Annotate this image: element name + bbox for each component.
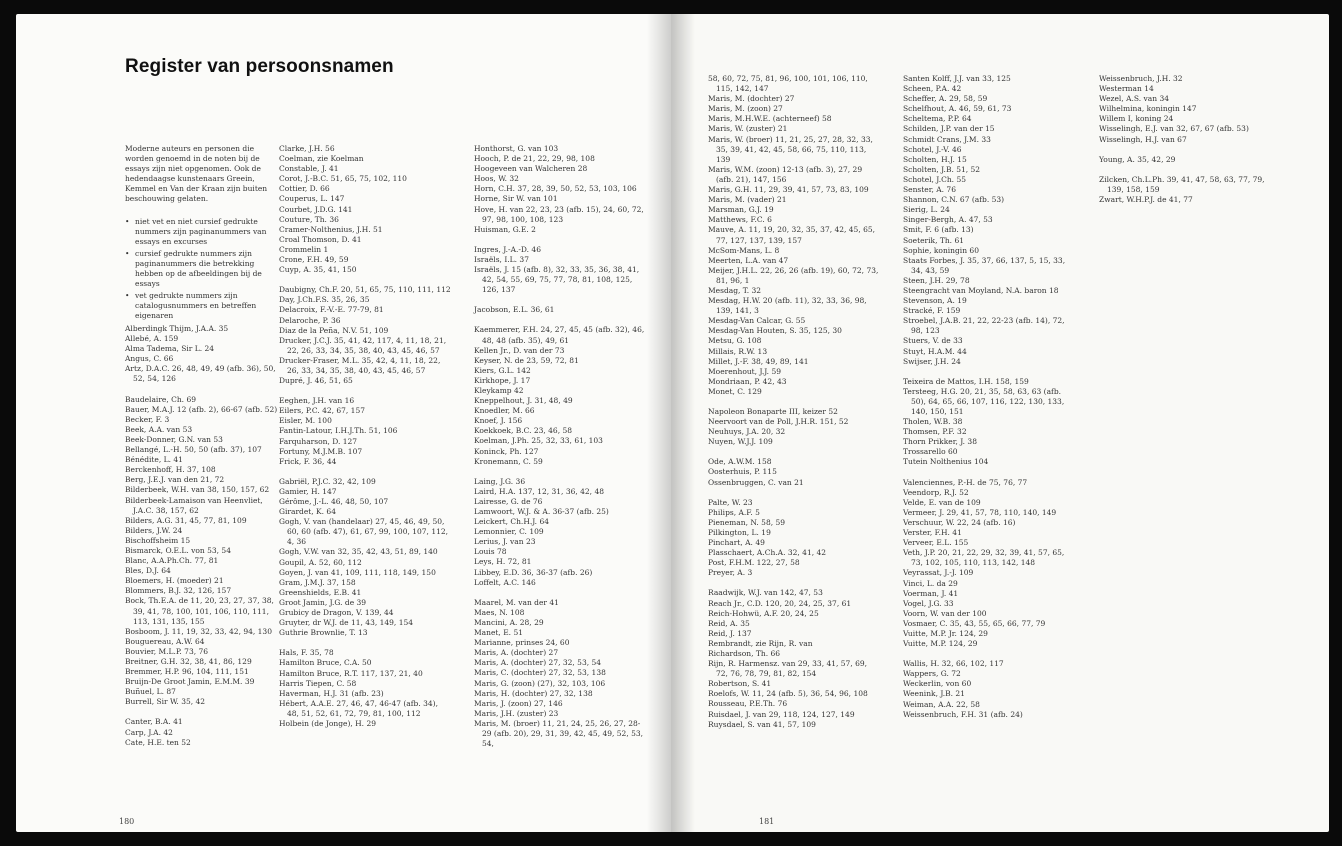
index-entry: Weckerlin, von 60: [903, 679, 972, 689]
index-entry: Zwart, W.H.P.J. de 41, 77: [1099, 194, 1193, 204]
index-entry: Allebé, A. 159: [125, 334, 179, 344]
index-entry: Gogh, V.W. van 32, 35, 42, 43, 51, 89, 140: [279, 547, 438, 557]
index-entry: Shannon, C.N. 67 (afb. 53): [903, 195, 1005, 205]
index-entry: Santen Kolff, J.J. van 33, 125: [903, 74, 1011, 83]
index-entry: Canter, B.A. 41: [125, 717, 183, 727]
index-entry: Preyer, A. 3: [708, 568, 753, 578]
index-entry: Gabriël, P.J.C. 32, 42, 109: [279, 476, 376, 486]
index-entry: Angus, C. 66: [125, 354, 174, 364]
index-entry: Loffelt, A.C. 146: [474, 577, 536, 587]
index-entry: Millet, J.-F. 38, 49, 89, 141: [708, 356, 809, 366]
left-page: [16, 14, 671, 832]
index-entry: Tutein Nolthenius 104: [903, 457, 989, 467]
index-entry: Schmidt Crans, J.M. 33: [903, 134, 991, 144]
left-gutter-shadow: [647, 14, 671, 832]
index-section-gap: [474, 315, 646, 325]
index-entry: Willem I, koning 24: [1099, 114, 1174, 124]
index-entry: Couperus, L. 147: [279, 194, 345, 204]
index-entry: Voorn, W. van der 100: [903, 608, 987, 618]
index-entry: Vuitte, M.P. Jr. 124, 29: [903, 628, 988, 638]
index-entry: Pilkington, L. 19: [708, 527, 771, 537]
index-entry: Groot Jamin, J.G. de 39: [279, 597, 367, 607]
index-entry: McSom-Mans, L. 8: [708, 245, 780, 255]
index-entry: Gram, J.M.J. 37, 158: [279, 577, 356, 587]
index-entry: Bloemers, H. (moeder) 21: [125, 576, 224, 586]
index-entry: Maris, M. (vader) 21: [708, 195, 787, 205]
index-entry: Constable, J. 41: [279, 164, 339, 174]
index-entry: Moerenhout, J.J. 59: [708, 366, 781, 376]
index-section-gap: [474, 235, 646, 245]
index-entry: Hove, H. van 22, 23, 23 (afb. 15), 24, 60, 72, 97, 98, 100, 108, 123: [474, 204, 644, 224]
index-entry: Carp, J.A. 42: [125, 727, 173, 737]
index-entry: Harris Tiepen, C. 58: [279, 678, 357, 688]
index-entry: Singer-Bergh, A. 47, 53: [903, 215, 993, 225]
index-entry: Stuers, V. de 33: [903, 336, 963, 346]
index-entry: Bismarck, O.E.L. von 53, 54: [125, 545, 231, 555]
index-entry: Scholten, J.B. 51, 52: [903, 164, 981, 174]
index-entry: Schelfhout, A. 46, 59, 61, 73: [903, 104, 1012, 114]
index-entry: Neervoort van de Poll, J.H.R. 151, 52: [708, 417, 849, 427]
index-column-5: [903, 74, 1075, 720]
index-entry: Plasschaert, A.Ch.A. 32, 41, 42: [708, 548, 827, 558]
index-entry: Scheltema, P.P. 64: [903, 114, 972, 124]
index-section-gap: [1099, 145, 1271, 155]
index-entry: Maris, M. (zoon) 27: [708, 104, 783, 114]
right-gutter-shadow: [671, 14, 695, 832]
index-entry: Marsman, G.J. 19: [708, 205, 774, 215]
index-entry: Keyser, N. de 23, 59, 72, 81: [474, 355, 579, 365]
index-entry: Ruisdael, J. van 29, 118, 124, 127, 149: [708, 709, 855, 719]
index-entry: Palte, W. 23: [708, 497, 753, 507]
index-entry: Soeterik, Th. 61: [903, 235, 964, 245]
index-entry: Mondriaan, P. 42, 43: [708, 376, 787, 386]
index-entry: Coelman, zie Koelman: [279, 154, 364, 164]
index-entry: Verschuur, W. 22, 24 (afb. 16): [903, 517, 1016, 527]
index-section-gap: [474, 588, 646, 598]
index-entry: Steengracht van Moyland, N.A. baron 18: [903, 285, 1059, 295]
index-entry: Bock, Th.E.A. de 11, 20, 23, 27, 37, 38, 39, 41, 78, 100, 101, 106, 110, 111, 113, 131, 135, 155: [125, 596, 274, 626]
page-title: Register van persoonsnamen: [125, 56, 394, 77]
index-entry: Hoogeveen van Walcheren 28: [474, 164, 588, 174]
index-entry: Stevenson, A. 19: [903, 296, 967, 306]
page-number-right: 181: [759, 817, 775, 826]
index-entry: Kaemmerer, F.H. 24, 27, 45, 45 (afb. 32), 46, 48, 48 (afb. 35), 49, 61: [474, 325, 645, 345]
index-entry: Breitner, G.H. 32, 38, 41, 86, 129: [125, 657, 252, 666]
index-entry: Napoleon Bonaparte III, keizer 52: [708, 407, 838, 416]
index-entry: Corot, J.-B.C. 51, 65, 75, 102, 110: [279, 174, 407, 184]
index-entry: Monet, C. 129: [708, 386, 762, 396]
index-entry: Thorn Prikker, J. 38: [903, 437, 977, 447]
index-entry: Alma Tadema, Sir L. 24: [125, 344, 215, 354]
index-entry: Crone, F.H. 49, 59: [279, 255, 349, 265]
index-entry: Dupré, J. 46, 51, 65: [279, 376, 353, 386]
right-page: [671, 14, 1329, 832]
index-entry: Bischoffsheim 15: [125, 535, 191, 545]
index-entry: Sophie, koningin 60: [903, 245, 979, 255]
index-entry: Maris, G. (zoon) (27), 32, 103, 106: [474, 678, 606, 688]
index-entry: Maes, N. 108: [474, 607, 525, 617]
index-section-gap: [903, 649, 1075, 659]
index-entry: Verveer, E.L. 155: [903, 538, 969, 548]
index-entry: Berg, J.E.J. van den 21, 72: [125, 475, 225, 485]
index-entry: Horn, C.H. 37, 28, 39, 50, 52, 53, 103, 106: [474, 184, 637, 194]
index-entry: Jacobson, E.L. 36, 61: [474, 305, 555, 315]
index-section-gap: [708, 488, 880, 498]
index-entry: Senster, A. 76: [903, 185, 956, 195]
index-entry: Baudelaire, Ch. 69: [125, 394, 196, 404]
index-entry: Verster, F.H. 41: [903, 528, 962, 538]
index-entry: Buñuel, L. 87: [125, 687, 176, 697]
index-entry: Louis 78: [474, 547, 507, 557]
index-entry: Israëls, I.L. 37: [474, 254, 529, 264]
index-entry: Delacroix, F.-V.-E. 77-79, 81: [279, 305, 384, 315]
index-entry: Day, J.Ch.F.S. 35, 26, 35: [279, 295, 370, 305]
index-entry: Maris, W.M. (zoon) 12-13 (afb. 3), 27, 29 (afb. 21), 147, 156: [708, 164, 863, 184]
index-entry: Kronemann, C. 59: [474, 456, 543, 466]
index-entry: Leickert, Ch.H.J. 64: [474, 517, 549, 527]
index-entry: Maris, J.H. (zuster) 23: [474, 708, 559, 718]
index-entry: Bénédite, L. 41: [125, 455, 183, 465]
index-entry: Trossarello 60: [903, 447, 958, 457]
intro-notes: [125, 217, 277, 322]
index-entry: Frick, F. 36, 44: [279, 456, 337, 466]
index-entry: Millais, R.W. 13: [708, 346, 768, 356]
index-entry: Wisselingh, H.J. van 67: [1099, 134, 1187, 144]
index-entry: Fantin-Latour, I.H.J.Th. 51, 106: [279, 426, 398, 436]
index-entry: Reid, A. 35: [708, 618, 750, 628]
index-entry: Greenshields, E.B. 41: [279, 587, 362, 597]
index-entry: Metsu, G. 108: [708, 336, 762, 346]
index-entry: Laird, H.A. 137, 12, 31, 36, 42, 48: [474, 486, 604, 496]
index-section-gap: [474, 467, 646, 477]
index-entry: Hamilton Bruce, R.T. 117, 137, 21, 40: [279, 668, 423, 678]
index-section-gap: [708, 397, 880, 407]
index-entry: Voerman, J. 41: [903, 588, 959, 598]
index-entry: Mesdag, H.W. 20 (afb. 11), 32, 33, 36, 98, 139, 141, 3: [708, 296, 867, 316]
index-entry: Eilers, P.C. 42, 67, 157: [279, 406, 366, 416]
index-entry: Honthorst, G. van 103: [474, 144, 559, 153]
index-entry: Becker, F. 3: [125, 414, 170, 424]
index-entry: Gérôme, J.-L. 46, 48, 50, 107: [279, 497, 389, 506]
index-entry: Hamilton Bruce, C.A. 50: [279, 658, 372, 668]
index-entry: Weiman, A.A. 22, 58: [903, 699, 980, 709]
index-entry: Raadwijk, W.J. van 142, 47, 53: [708, 588, 823, 598]
index-entry: Veendorp, R.J. 52: [903, 487, 969, 497]
index-entry: Daubigny, Ch.F. 20, 51, 65, 75, 110, 111, 112: [279, 285, 451, 295]
index-entry: Delaroche, P. 36: [279, 315, 341, 325]
index-entry: Manet, E. 51: [474, 628, 523, 638]
index-entry: Rembrandt, zie Rijn, R. van: [708, 638, 813, 648]
index-section-gap: [125, 385, 283, 395]
index-entry: Wilhelmina, koningin 147: [1099, 104, 1197, 114]
index-entry: Velde, E. van de 109: [903, 497, 981, 507]
index-entry: Maris, W. (zuster) 21: [708, 124, 788, 134]
index-entry: Kneppelhout, J. 31, 48, 49: [474, 396, 573, 406]
index-entry: Bilderbeek-Lamaison van Heenvliet, J.A.C. 38, 157, 62: [125, 495, 263, 515]
index-entry: Weissenbruch, F.H. 31 (afb. 24): [903, 709, 1023, 719]
index-entry: Tersteeg, H.G. 20, 21, 35, 58, 63, 63 (afb. 50), 64, 65, 66, 107, 116, 122, 130, 133, 140, 150, 151: [903, 386, 1065, 416]
index-entry: Lamwoort, W.J. & A. 36-37 (afb. 25): [474, 507, 609, 516]
index-entry: Leys, H. 72, 81: [474, 557, 532, 567]
index-entry: Swijser, J.H. 24: [903, 356, 961, 366]
index-entry: Steen, J.H. 29, 78: [903, 275, 970, 285]
index-entry: Westerman 14: [1099, 84, 1154, 94]
index-entry: Gogh, V. van (handelaar) 27, 45, 46, 49, 50, 60, 60 (afb. 47), 61, 67, 99, 100, 107, 112, 4, 36: [279, 517, 449, 547]
index-entry: Veyrassat, J.-J. 109: [903, 568, 974, 578]
index-entry: Maris, M. (broer) 11, 21, 24, 25, 26, 27, 28-29 (afb. 20), 29, 31, 39, 42, 45, 49, 52, 53, 54,: [474, 718, 644, 749]
index-entry: Scholten, H.J. 15: [903, 154, 967, 164]
index-entry: Beek, A.A. van 53: [125, 424, 193, 434]
index-entry: Stracké, F. 159: [903, 306, 961, 316]
index-entry: Crommelin 1: [279, 244, 329, 254]
index-entry: Koninck, Ph. 127: [474, 446, 539, 456]
index-section-gap: [1099, 165, 1271, 175]
index-entry: Valenciennes, P.-H. de 75, 76, 77: [903, 477, 1028, 487]
index-entry: Grubicy de Dragon, V. 139, 44: [279, 608, 394, 618]
index-column-4: [708, 74, 880, 730]
index-entry: Zilcken, Ch.L.Ph. 39, 41, 47, 58, 63, 77, 79, 139, 158, 159: [1099, 174, 1265, 194]
index-section-gap: [708, 578, 880, 588]
index-entry: Mesdag, T. 32: [708, 285, 762, 295]
index-entry: Maris, A. (dochter) 27: [474, 648, 559, 658]
index-entry: Stroebel, J.A.B. 21, 22, 22-23 (afb. 14), 72, 98, 123: [903, 316, 1065, 336]
index-entry: Goyen, J. van 41, 109, 111, 118, 149, 150: [279, 567, 436, 577]
index-entry: Wezel, A.S. van 34: [1099, 94, 1169, 104]
index-entry: Maris, C. (dochter) 27, 32, 53, 138: [474, 668, 606, 678]
index-section-gap: [279, 638, 451, 648]
index-entry: Bosboom, J. 11, 19, 32, 33, 42, 94, 130: [125, 626, 272, 636]
intro-note: • vet gedrukte nummers zijn catalogusnummers en betreffen eigenaren: [125, 291, 277, 321]
index-entry: Stuyt, H.A.M. 44: [903, 346, 967, 356]
index-entry: Bauer, M.A.J. 12 (afb. 2), 66-67 (afb. 52): [125, 404, 278, 414]
index-entry: Post, F.H.M. 122, 27, 58: [708, 558, 800, 568]
index-entry: Pinchart, A. 49: [708, 538, 765, 548]
index-entry: Blommers, B.J. 32, 126, 157: [125, 586, 232, 596]
index-entry: Laing, J.G. 36: [474, 476, 526, 486]
index-section-gap: [279, 275, 451, 285]
index-entry: Gamier, H. 147: [279, 486, 337, 496]
index-entry: Kiers, G.L. 142: [474, 365, 531, 375]
index-entry: Hooch, P. de 21, 22, 29, 98, 108: [474, 154, 595, 164]
index-entry: Haverman, H.J. 31 (afb. 23): [279, 688, 384, 698]
index-entry: Fortuny, M.J.M.B. 107: [279, 446, 363, 456]
index-entry: Matthews, F.C. 6: [708, 215, 772, 225]
index-entry: 58, 60, 72, 75, 81, 96, 100, 101, 106, 110, 115, 142, 147: [708, 74, 868, 94]
index-entry: Croal Thomson, D. 41: [279, 234, 362, 244]
index-entry: Lerius, J. van 23: [474, 537, 536, 547]
index-entry: Maris, G.H. 11, 29, 39, 41, 57, 73, 83, 109: [708, 185, 869, 195]
index-entry: Eeghen, J.H. van 16: [279, 396, 355, 406]
index-entry: Bilders, J.W. 24: [125, 525, 183, 535]
index-entry: Cuyp, A. 35, 41, 150: [279, 265, 357, 275]
index-entry: Clarke, J.H. 56: [279, 144, 335, 153]
index-entry: Mancini, A. 28, 29: [474, 617, 544, 627]
index-entry: Wisselingh, E.J. van 32, 67, 67 (afb. 53): [1099, 124, 1249, 134]
index-entry: Lemonnier, C. 109: [474, 527, 544, 537]
index-column-6: [1099, 74, 1271, 205]
index-section-gap: [279, 467, 451, 477]
index-entry: Farquharson, D. 127: [279, 436, 358, 446]
index-entry: Scheen, P.A. 42: [903, 84, 962, 94]
index-entry: Meijer, J.H.L. 22, 26, 26 (afb. 19), 60, 72, 73, 81, 96, 1: [708, 265, 879, 285]
index-entry: Nuyen, W.J.J. 109: [708, 437, 773, 447]
index-entry: Reid, J. 137: [708, 628, 752, 638]
index-entry: Roelofs, W. 11, 24 (afb. 5), 36, 54, 96, 108: [708, 689, 868, 699]
index-entry: Vogel, J.G. 33: [903, 598, 954, 608]
index-entry: Drucker-Fraser, M.L. 35, 42, 4, 11, 18, 22, 26, 33, 34, 35, 38, 40, 43, 45, 46, 57: [279, 355, 441, 375]
index-entry: Berckenhoff, H. 37, 108: [125, 465, 216, 475]
index-section-gap: [903, 367, 1075, 377]
index-entry: Ingres, J.-A.-D. 46: [474, 244, 541, 254]
index-entry: Horne, Sir W. van 101: [474, 194, 558, 204]
index-entry: Hals, F. 35, 78: [279, 648, 334, 658]
index-entry: Schotel, J.-V. 46: [903, 144, 962, 154]
index-entry: Blanc, A.A.Ph.Ch. 77, 81: [125, 556, 219, 566]
index-entry: Drucker, J.C.J. 35, 41, 42, 117, 4, 11, 18, 21, 22, 26, 33, 34, 35, 38, 40, 43, 45, 46, 57: [279, 335, 447, 355]
index-entry: Guthrie Brownlie, T. 13: [279, 628, 368, 638]
index-entry: Rijn, R. Harmensz. van 29, 33, 41, 57, 69, 72, 76, 78, 79, 81, 82, 154: [708, 659, 868, 679]
index-entry: Knoef, J. 156: [474, 416, 523, 426]
index-entry: Cottier, D. 66: [279, 184, 330, 194]
index-section-gap: [279, 386, 451, 396]
index-entry: Wallis, H. 32, 66, 102, 117: [903, 659, 1004, 669]
index-entry: Richardson, Th. 66: [708, 648, 781, 658]
index-section-gap: [474, 295, 646, 305]
index-entry: Bouguereau, A.W. 64: [125, 636, 205, 646]
index-entry: Bremmer, H.P. 96, 104, 111, 151: [125, 667, 249, 677]
index-entry: Maris, A. (dochter) 27, 32, 53, 54: [474, 658, 602, 668]
index-entry: Koekkoek, B.C. 23, 46, 58: [474, 426, 573, 436]
index-entry: Scheffer, A. 29, 58, 59: [903, 94, 988, 104]
index-section-gap: [125, 707, 283, 717]
index-entry: Knoedler, M. 66: [474, 406, 535, 416]
index-column-2: [279, 144, 451, 729]
index-entry: Maris, M.H.W.E. (achterneef) 58: [708, 114, 832, 124]
index-entry: Meerten, L.A. van 47: [708, 255, 789, 265]
index-entry: Vinci, L. da 29: [903, 578, 958, 588]
index-entry: Smit, F. 6 (afb. 13): [903, 225, 974, 235]
index-entry: Rousseau, P.E.Th. 76: [708, 699, 788, 709]
index-entry: Reich-Hohwü, A.F. 20, 24, 25: [708, 608, 819, 618]
index-entry: Maris, J. (zoon) 27, 146: [474, 698, 563, 708]
index-entry: Weissenbruch, J.H. 32: [1099, 74, 1183, 83]
index-entry: Eisler, M. 100: [279, 416, 332, 426]
index-section-gap: [708, 447, 880, 457]
index-entry: Mesdag-Van Houten, S. 35, 125, 30: [708, 326, 842, 336]
index-column-1: [125, 324, 283, 748]
index-entry: Huisman, G.E. 2: [474, 224, 536, 234]
index-entry: Robertson, S. 41: [708, 679, 772, 689]
index-entry: Koelman, J.Ph. 25, 32, 33, 61, 103: [474, 436, 603, 446]
index-entry: Vuitte, M.P. 124, 29: [903, 639, 978, 649]
index-entry: Bruijn-De Groot Jamin, E.M.M. 39: [125, 677, 255, 687]
index-entry: Maris, W. (broer) 11, 21, 25, 27, 28, 32, 33, 35, 39, 41, 42, 45, 58, 66, 75, 110, 113, 139: [708, 134, 873, 164]
index-entry: Philips, A.F. 5: [708, 507, 760, 517]
index-entry: Maris, M. (dochter) 27: [708, 94, 795, 104]
index-column-3: [474, 144, 646, 749]
page-number-left: 180: [119, 817, 135, 826]
index-entry: Teixeira de Mattos, I.H. 158, 159: [903, 376, 1029, 386]
index-entry: Tholen, W.B. 38: [903, 417, 963, 427]
index-entry: Bles, D.J. 64: [125, 566, 171, 576]
index-entry: Courbet, J.D.G. 141: [279, 204, 353, 214]
intro-paragraph: Moderne auteurs en personen die worden genoemd in de noten bij de essays zijn niet opgenomen. Ook de hedendaagse kunstenaars Greein, Kemmel en Van der Kraan zijn buiten beschouwing gelaten.: [125, 144, 268, 204]
index-entry: Cramer-Nolthenius, J.H. 51: [279, 224, 383, 234]
index-entry: Bellangé, L.-H. 50, 50 (afb. 37), 107: [125, 445, 262, 455]
index-entry: Marianne, prinses 24, 60: [474, 638, 570, 648]
index-entry: Libbey, E.D. 36, 36-37 (afb. 26): [474, 567, 593, 577]
index-entry: Reach Jr., C.D. 120, 20, 24, 25, 37, 61: [708, 598, 852, 608]
index-entry: Diaz de la Peña, N.V. 51, 109: [279, 325, 389, 335]
index-entry: Kleykamp 42: [474, 385, 524, 395]
index-entry: Kirkhope, J. 17: [474, 375, 531, 385]
index-entry: Pieneman, N. 58, 59: [708, 517, 786, 527]
index-entry: Maris, H. (dochter) 27, 32, 138: [474, 688, 593, 698]
index-entry: Veth, J.P. 20, 21, 22, 29, 32, 39, 41, 57, 65, 73, 102, 105, 110, 113, 142, 148: [903, 548, 1065, 568]
index-entry: Young, A. 35, 42, 29: [1099, 154, 1176, 164]
index-entry: Israëls, J. 15 (afb. 8), 32, 33, 35, 36, 38, 41, 42, 54, 55, 69, 75, 77, 78, 81, 108, 125, 126, 137: [474, 265, 640, 295]
index-entry: Bilders, A.G. 31, 45, 77, 81, 109: [125, 515, 247, 525]
index-entry: Maarel, M. van der 41: [474, 597, 559, 607]
index-entry: Hoos, W. 32: [474, 174, 519, 184]
index-entry: Staats Forbes, J. 35, 37, 66, 137, 5, 15, 33, 34, 43, 59: [903, 255, 1066, 275]
index-entry: Girardet, K. 64: [279, 507, 336, 517]
index-entry: Burrell, Sir W. 35, 42: [125, 697, 206, 707]
index-entry: Hébert, A.A.E. 27, 46, 47, 46-47 (afb. 34), 48, 51, 52, 61, 72, 79, 81, 100, 112: [279, 698, 438, 718]
index-entry: Kellen Jr., D. van der 73: [474, 345, 565, 355]
index-entry: Bouvier, M.L.P. 73, 76: [125, 646, 209, 656]
index-entry: Gruyter, dr W.J. de 11, 43, 149, 154: [279, 618, 414, 628]
index-entry: Artz, D.A.C. 26, 48, 49, 49 (afb. 36), 50, 52, 54, 126: [125, 364, 276, 384]
index-entry: Sierig, L. 24: [903, 205, 950, 215]
index-entry: Ode, A.W.M. 158: [708, 457, 772, 467]
index-entry: Ossenbruggen, C. van 21: [708, 477, 804, 487]
index-entry: Weenink, J.B. 21: [903, 689, 965, 699]
index-entry: Alberdingk Thijm, J.A.A. 35: [125, 324, 229, 333]
index-entry: Schotel, J.Ch. 55: [903, 174, 966, 184]
index-entry: Couture, Th. 36: [279, 214, 339, 224]
index-entry: Wappers, G. 72: [903, 669, 961, 679]
index-entry: Schilden, J.P. van der 15: [903, 124, 995, 134]
index-entry: Cate, H.E. ten 52: [125, 737, 191, 747]
index-section-gap: [903, 468, 1075, 478]
intro-note: • niet vet en niet cursief gedrukte nummers zijn paginanummers van essays en excurses: [125, 217, 277, 247]
index-entry: Vermeer, J. 29, 41, 57, 78, 110, 140, 149: [903, 507, 1057, 517]
index-entry: Neuhuys, J.A. 20, 32: [708, 427, 786, 437]
index-entry: Lairesse, G. de 76: [474, 496, 543, 506]
intro-note: • cursief gedrukte nummers zijn paginanummers die betrekking hebben op de afbeeldingen bij de essays: [125, 249, 277, 289]
index-entry: Oosterhuis, P. 115: [708, 467, 777, 477]
index-entry: Vosmaer, C. 35, 43, 55, 65, 66, 77, 79: [903, 618, 1046, 628]
index-entry: Ruysdael, S. van 41, 57, 109: [708, 719, 816, 729]
index-entry: Mesdag-Van Calcar, G. 55: [708, 316, 806, 326]
index-entry: Thomsen, P.F. 32: [903, 427, 967, 437]
index-entry: Goupil, A. 52, 60, 112: [279, 557, 362, 567]
index-entry: Mauve, A. 11, 19, 20, 32, 35, 37, 42, 45, 65, 77, 127, 137, 139, 157: [708, 225, 876, 245]
intro-column: [125, 144, 277, 324]
index-entry: Bilderbeek, W.H. van 38, 150, 157, 62: [125, 485, 270, 495]
index-entry: Holbein (de Jonge), H. 29: [279, 718, 376, 728]
index-entry: Beek-Donner, G.N. van 53: [125, 434, 223, 444]
